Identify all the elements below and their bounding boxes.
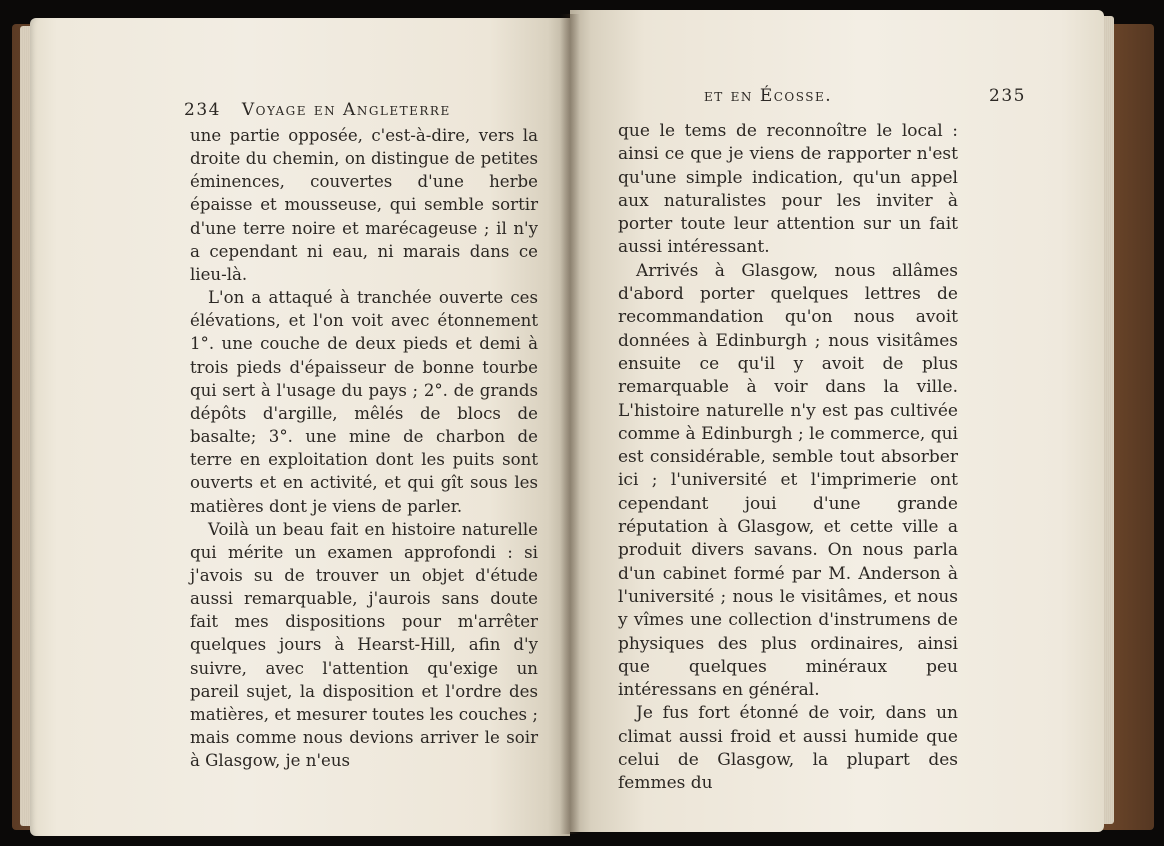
- left-paragraph-3: Voilà un beau fait en histoire naturelle qui mérite un examen approfondi : si j'avois su de trouver un objet d'étude aussi remarquable, j'aurois sans doute fait mes dispositions pour m'arrêter quelques jours à Hearst-Hill, afin d'y suivre, avec l'attention qu'exige un pareil sujet, la disposition et l'ordre des matières, et mesurer toutes les couches ; mais comme nous devions arriver le soir à Glasgow, je n'eus: [190, 519, 538, 771]
- left-paragraph-1: une partie opposée, c'est-à-dire, vers la droite du chemin, on distingue de petites éminences, couvertes d'une herbe épaisse et mousseuse, qui semble sortir d'une terre noire et marécageuse ; il n'y a cependant ni eau, ni marais dans ce lieu-là.: [190, 126, 538, 284]
- right-page: [570, 10, 1104, 832]
- left-page-header: [184, 100, 451, 120]
- right-running-title: et en Écosse.: [704, 86, 833, 106]
- left-paragraph-2: L'on a attaqué à tranchée ouverte ces élévations, et l'on voit avec étonnement 1°. une couche de deux pieds et demi à trois pieds d'épaisseur de bonne tourbe qui sert à l'usage du pays ; 2°. de grands dépôts d'argille, mêlés de blocs de basalte; 3°. une mine de charbon de terre en exploitation dont les puits sont ouverts et en activité, et qui gît sous les matières dont je viens de parler.: [190, 288, 538, 516]
- left-running-title: Voyage en Angleterre: [241, 100, 451, 120]
- right-paragraph-1: que le tems de reconnoître le local : ainsi ce que je viens de rapporter n'est qu'une simple indication, qu'un appel aux naturalistes pour les inviter à porter toute leur attention sur un fait aussi intéressant.: [618, 121, 958, 258]
- right-paragraph-3: Je fus fort étonné de voir, dans un climat aussi froid et aussi humide que celui de Glasgow, la plupart des femmes du: [618, 703, 958, 794]
- left-page-text: [190, 124, 538, 772]
- right-page-text: [618, 120, 958, 796]
- right-page-header: [704, 86, 1026, 106]
- left-page-number: 234: [184, 100, 221, 120]
- right-paragraph-2: Arrivés à Glasgow, nous allâmes d'abord porter quelques lettres de recommandation qu'on nous avoit données à Edinburgh ; nous visitâmes ensuite ce qu'il y avoit de plus remarquable à voir dans la ville. L'histoire naturelle n'y est pas cultivée comme à Edinburgh ; le commerce, qui est considérable, semble tout absorber ici ; l'université et l'imprimerie ont cependant joui d'une grande réputation à Glasgow, et cette ville a produit divers savans. On nous parla d'un cabinet formé par M. Anderson à l'université ; nous le visitâmes, et nous y vîmes une collection d'instrumens de physiques des plus ordinaires, ainsi que quelques minéraux peu intéressans en général.: [618, 260, 958, 701]
- book-gutter: [560, 14, 580, 834]
- right-page-number: 235: [989, 86, 1026, 106]
- left-page: [30, 18, 570, 836]
